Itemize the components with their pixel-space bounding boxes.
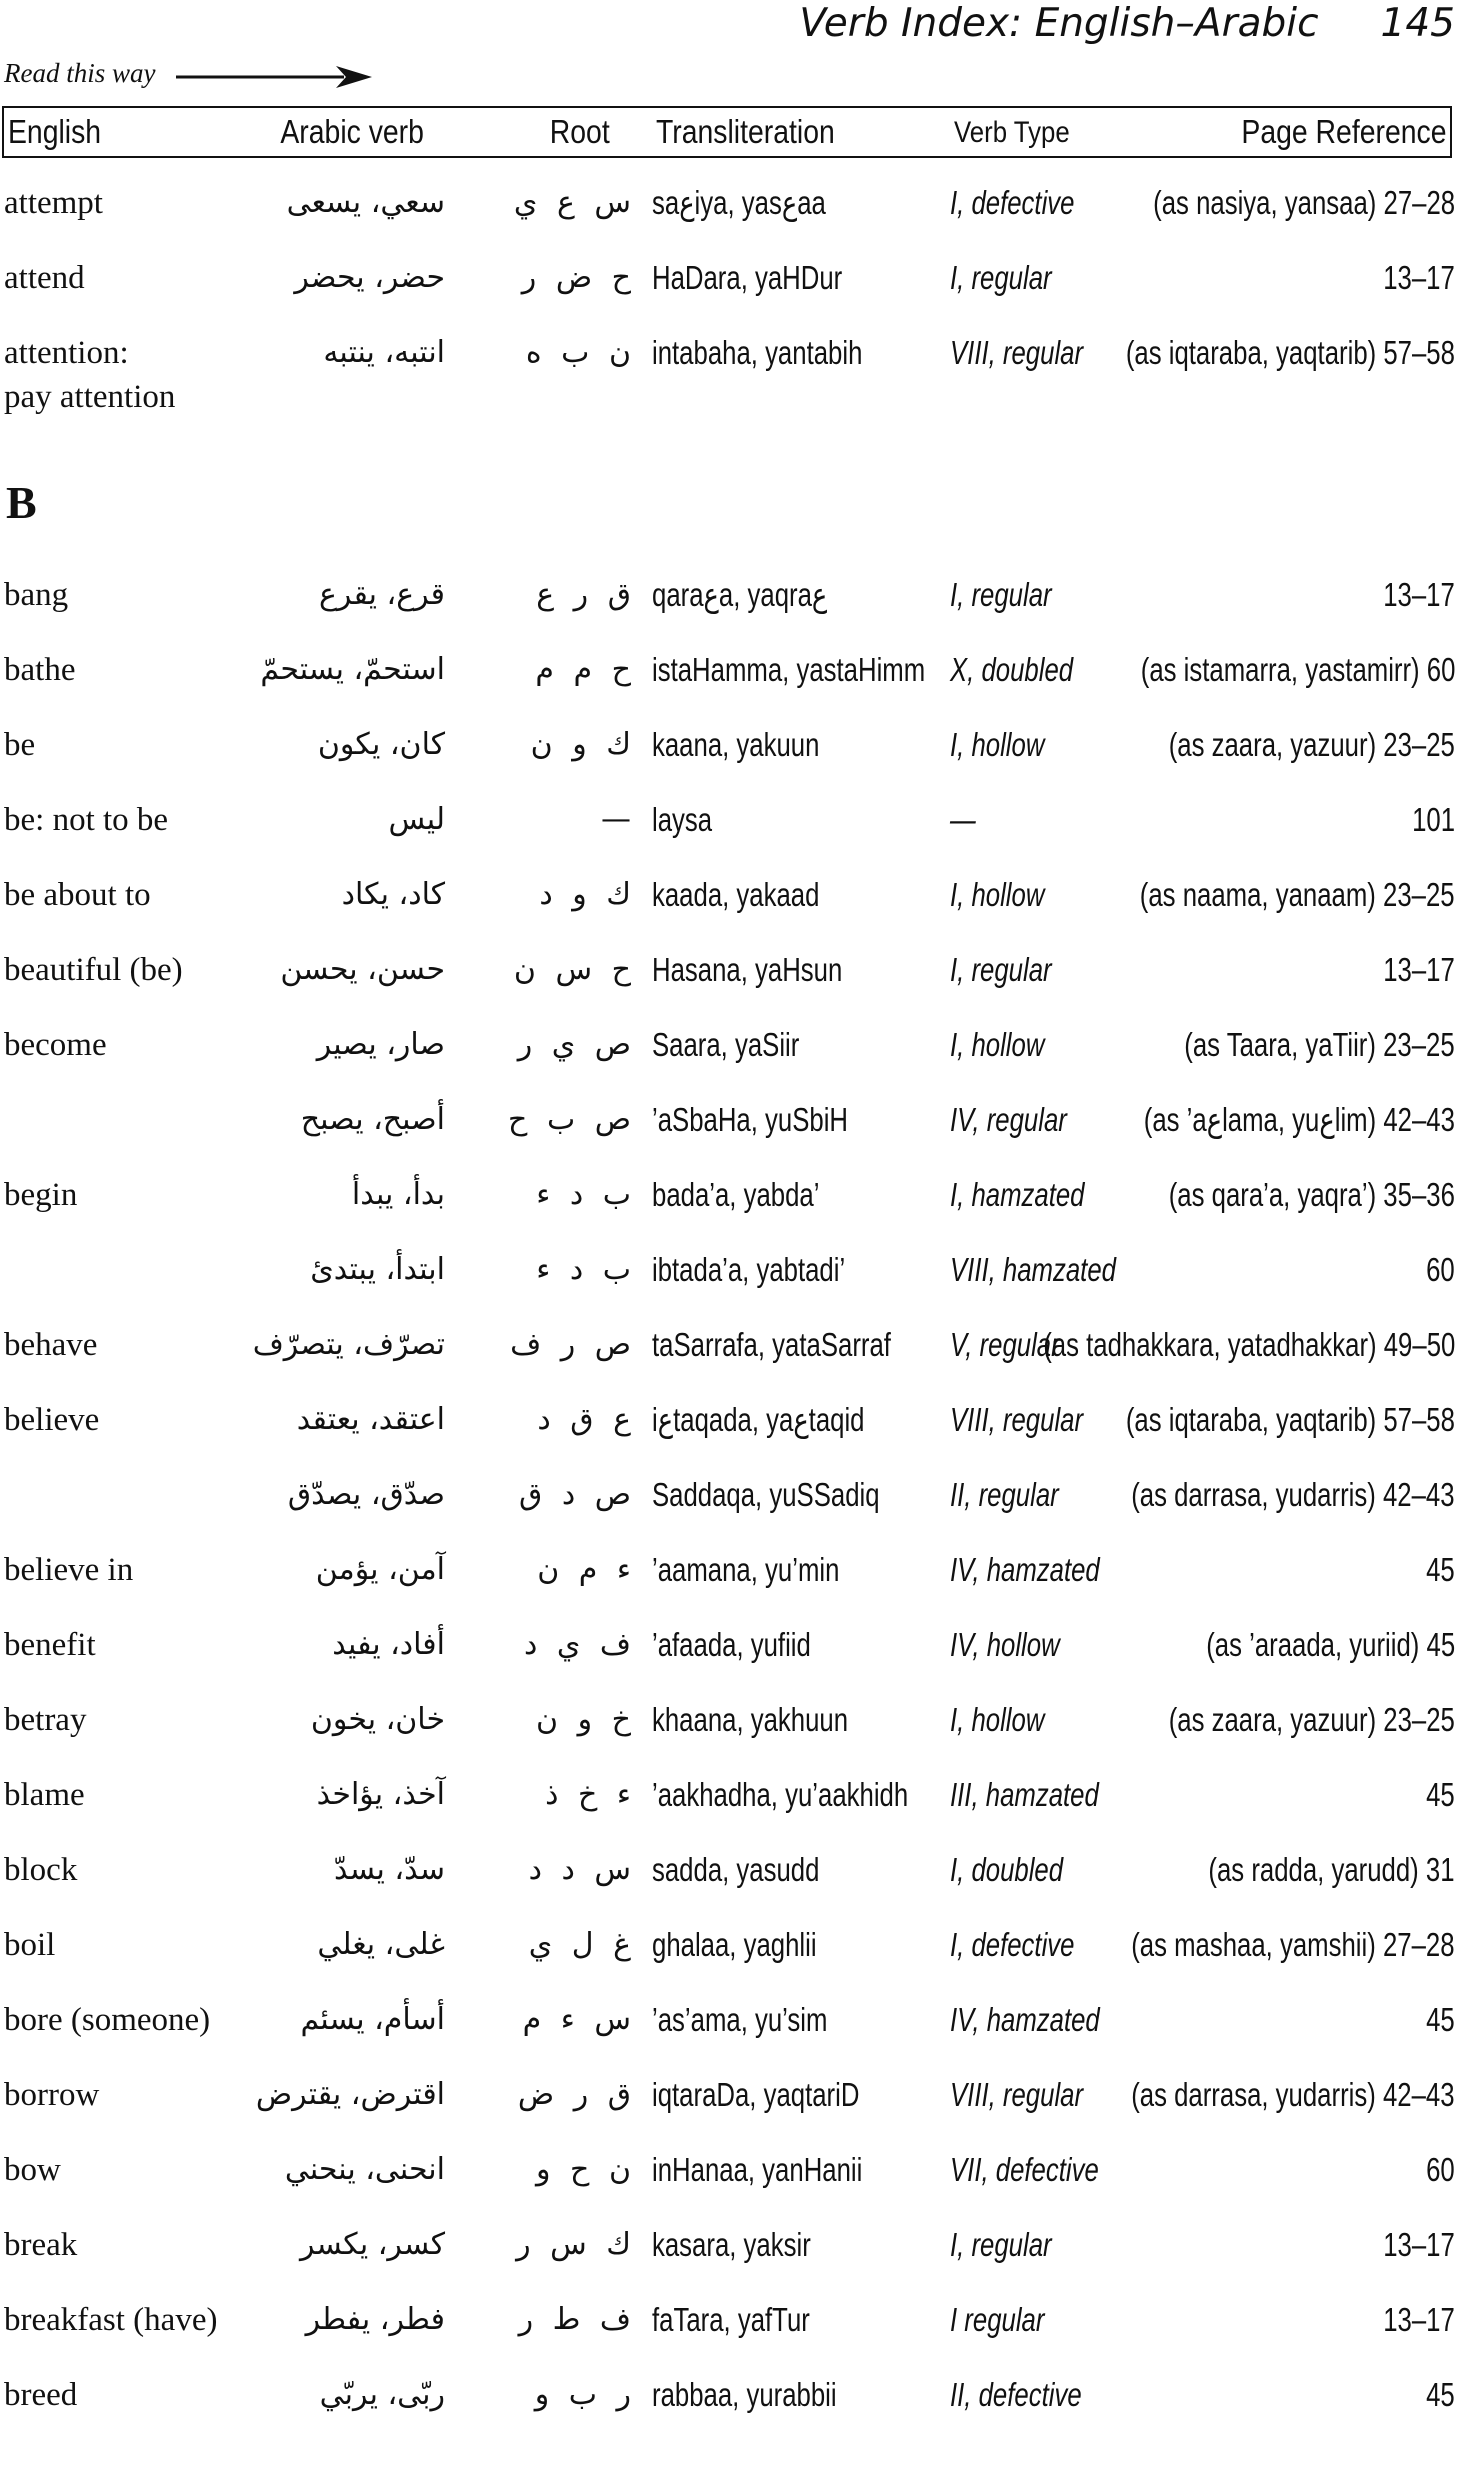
verb-root: ص ب ح <box>508 1102 631 1137</box>
page-reference: 13–17 <box>1383 2226 1455 2263</box>
verb-type: VIII, hamzated <box>950 1251 1116 1288</box>
english-term-continued: pay attention <box>4 379 176 415</box>
verb-type: V, regular <box>950 1326 1060 1363</box>
verb-type: I, regular <box>950 576 1052 613</box>
english-term: block <box>4 1852 78 1888</box>
arabic-verb: تصرّف، يتصرّف <box>252 1327 445 1362</box>
english-term: bathe <box>4 652 76 688</box>
verb-root: ح س ن <box>513 952 631 987</box>
transliteration: istaHamma, yastaHimm <box>652 651 926 688</box>
english-term: benefit <box>4 1627 96 1663</box>
verb-root: — <box>601 802 631 837</box>
verb-type: III, hamzated <box>950 1776 1099 1813</box>
index-row <box>0 2297 1469 2353</box>
transliteration: rabbaa, yurabbii <box>652 2376 837 2413</box>
verb-root: ق ر ع <box>536 577 631 612</box>
transliteration: iعtaqada, yaعtaqid <box>652 1401 865 1438</box>
header-root: Root <box>550 113 610 150</box>
arabic-verb: انحنى، ينحني <box>284 2152 445 2187</box>
transliteration: HaDara, yaHDur <box>652 259 843 296</box>
page-reference: (as mashaa, yamshii) 27–28 <box>1131 1926 1455 1963</box>
page-reference: 60 <box>1426 1251 1455 1288</box>
index-row <box>0 1247 1469 1303</box>
english-term: break <box>4 2227 78 2263</box>
index-row <box>0 1922 1469 1978</box>
english-term: bang <box>4 577 69 613</box>
transliteration: khaana, yakhuun <box>652 1701 849 1738</box>
english-term: attempt <box>4 185 103 221</box>
transliteration: Hasana, yaHsun <box>652 951 843 988</box>
page-reference: (as ’araada, yuriid) 45 <box>1206 1626 1455 1663</box>
verb-type: II, defective <box>950 2376 1082 2413</box>
transliteration: ’aakhadha, yu’aakhidh <box>652 1776 909 1813</box>
english-term: breakfast (have) <box>4 2302 218 2338</box>
transliteration: qaraعa, yaqraع <box>652 576 828 613</box>
verb-root: ء م ن <box>537 1552 631 1587</box>
verb-type: I, hamzated <box>950 1176 1085 1213</box>
transliteration: ibtada’a, yabtadi’ <box>652 1251 846 1288</box>
running-head <box>799 0 1455 48</box>
english-term: become <box>4 1027 107 1063</box>
verb-type: — <box>950 801 976 838</box>
page-reference: 45 <box>1426 2001 1455 2038</box>
arabic-verb: حسن، يحسن <box>280 952 445 987</box>
page-reference: 101 <box>1412 801 1455 838</box>
index-row <box>0 1172 1469 1228</box>
transliteration: ghalaa, yaghlii <box>652 1926 817 1963</box>
verb-type: VIII, regular <box>950 1401 1084 1438</box>
verb-root: ص ر ف <box>510 1327 631 1362</box>
verb-root: ك و ن <box>530 727 631 762</box>
page-reference: (as darrasa, yudarris) 42–43 <box>1131 1476 1455 1513</box>
transliteration: kaada, yakaad <box>652 876 820 913</box>
english-term: begin <box>4 1177 78 1213</box>
index-row <box>0 2072 1469 2128</box>
arabic-verb: كسر، يكسر <box>299 2227 445 2262</box>
arabic-verb: فطر، يفطر <box>305 2302 445 2337</box>
verb-type: I, defective <box>950 184 1075 221</box>
page-reference: 45 <box>1426 1551 1455 1588</box>
arabic-verb: سعي، يسعى <box>286 185 445 220</box>
page-reference: (as naama, yanaam) 23–25 <box>1140 876 1455 913</box>
verb-type: I, hollow <box>950 1026 1045 1063</box>
index-row <box>0 180 1469 236</box>
header-english: English <box>8 113 102 150</box>
arabic-verb: آمن، يؤمن <box>315 1552 445 1587</box>
verb-root: ن ح و <box>536 2152 631 2187</box>
page-reference: (as tadhakkara, yatadhakkar) 49–50 <box>1042 1326 1455 1363</box>
arabic-verb: ليس <box>388 802 445 837</box>
english-term: be about to <box>4 877 151 913</box>
index-row <box>0 1547 1469 1603</box>
index-row <box>0 2372 1469 2428</box>
header-verb-type: Verb Type <box>954 116 1070 149</box>
page-reference: (as nasiya, yansaa) 27–28 <box>1153 184 1455 221</box>
arabic-verb: انتبه، ينتبه <box>323 335 445 370</box>
english-term: believe in <box>4 1552 134 1588</box>
index-row <box>0 872 1469 928</box>
arabic-verb: أفاد، يفيد <box>332 1627 445 1662</box>
page-reference: 13–17 <box>1383 951 1455 988</box>
verb-type: VIII, regular <box>950 2076 1084 2113</box>
english-term: behave <box>4 1327 98 1363</box>
verb-type: IV, hamzated <box>950 2001 1100 2038</box>
page-reference: (as darrasa, yudarris) 42–43 <box>1131 2076 1455 2113</box>
verb-type: II, regular <box>950 1476 1059 1513</box>
verb-root: س ء م <box>522 2002 631 2037</box>
index-row <box>0 330 1469 430</box>
english-term: boil <box>4 1927 56 1963</box>
transliteration: ’as’ama, yu’sim <box>652 2001 828 2038</box>
verb-type: X, doubled <box>950 651 1074 688</box>
verb-type: I, defective <box>950 1926 1075 1963</box>
verb-root: ب د ء <box>536 1252 631 1287</box>
header-page-reference: Page Reference <box>1240 113 1446 150</box>
verb-root: ح ض ر <box>521 260 631 295</box>
arabic-verb: كاد، يكاد <box>341 877 445 912</box>
verb-root: ق ر ض <box>517 2077 631 2112</box>
verb-type: I regular <box>950 2301 1045 2338</box>
english-term: be <box>4 727 36 763</box>
verb-type: VII, defective <box>950 2151 1099 2188</box>
transliteration: laysa <box>652 801 713 838</box>
verb-type: I, regular <box>950 951 1052 988</box>
verb-root: ء خ ذ <box>545 1777 631 1812</box>
english-term: breed <box>4 2377 78 2413</box>
arabic-verb: كان، يكون <box>317 727 445 762</box>
arabic-verb: آخذ، يؤاخذ <box>316 1777 445 1812</box>
english-term: bow <box>4 2152 61 2188</box>
arabic-verb: اعتقد، يعتقد <box>296 1402 445 1437</box>
verb-type: I, regular <box>950 2226 1052 2263</box>
transliteration: taSarrafa, yataSarraf <box>652 1326 891 1363</box>
page-reference: 45 <box>1426 2376 1455 2413</box>
page-number: 145 <box>1380 1 1455 46</box>
index-row <box>0 1997 1469 2053</box>
read-direction-note: Read this way <box>4 58 156 88</box>
arabic-verb: خان، يخون <box>310 1702 445 1737</box>
section-letter-b: B <box>6 477 37 528</box>
transliteration: sadda, yasudd <box>652 1851 820 1888</box>
page-reference: (as iqtaraba, yaqtarib) 57–58 <box>1125 334 1455 371</box>
verb-root: غ ل ي <box>528 1927 631 1962</box>
page-reference: (as zaara, yazuur) 23–25 <box>1168 1701 1455 1738</box>
verb-root: س د د <box>528 1852 631 1887</box>
verb-root: ع ق د <box>537 1402 631 1437</box>
index-row <box>0 647 1469 703</box>
header-transliteration: Transliteration <box>656 113 835 150</box>
page-reference: (as zaara, yazuur) 23–25 <box>1168 726 1455 763</box>
arabic-verb: سدّ، يسدّ <box>334 1852 445 1887</box>
transliteration: kasara, yaksir <box>652 2226 811 2263</box>
arabic-verb: قرع، يقرع <box>319 577 445 612</box>
transliteration: Saara, yaSiir <box>652 1026 800 1063</box>
arabic-verb: اقترض، يقترض <box>255 2077 445 2112</box>
verb-type: I, doubled <box>950 1851 1064 1888</box>
index-row <box>0 947 1469 1003</box>
arabic-verb: صدّق، يصدّق <box>287 1477 445 1512</box>
english-term: betray <box>4 1702 87 1738</box>
verb-type: I, regular <box>950 259 1052 296</box>
arabic-verb: ابتدأ، يبتدئ <box>310 1252 445 1287</box>
english-term: believe <box>4 1402 100 1438</box>
verb-type: I, hollow <box>950 1701 1045 1738</box>
english-term: beautiful (be) <box>4 952 183 988</box>
arabic-verb: أصبح، يصبح <box>300 1102 445 1137</box>
page-reference: (as ’aعlama, yuعlim) 42–43 <box>1143 1101 1455 1138</box>
transliteration: faTara, yafTur <box>652 2301 810 2338</box>
index-row <box>0 1022 1469 1078</box>
index-row <box>0 255 1469 311</box>
verb-root: س ع ي <box>513 185 631 220</box>
page-reference: 13–17 <box>1383 576 1455 613</box>
arabic-verb: غلى، يغلي <box>317 1927 445 1962</box>
arabic-verb: أسأم، يسئم <box>300 2002 445 2037</box>
arabic-verb: صار، يصير <box>316 1027 445 1062</box>
transliteration: ’aamana, yu’min <box>652 1551 840 1588</box>
verb-root: ف ط ر <box>518 2302 631 2337</box>
index-row <box>0 722 1469 778</box>
english-term: borrow <box>4 2077 100 2113</box>
verb-root: ص د ق <box>519 1477 631 1512</box>
verb-root: ف ي د <box>523 1627 631 1662</box>
verb-type: I, hollow <box>950 726 1045 763</box>
transliteration: inHanaa, yanHanii <box>652 2151 863 2188</box>
verb-root: ن ب ه <box>525 335 631 370</box>
verb-root: ك و د <box>539 877 631 912</box>
page-reference: (as iqtaraba, yaqtarib) 57–58 <box>1125 1401 1455 1438</box>
transliteration: intabaha, yantabih <box>652 334 863 371</box>
header-arabic-verb: Arabic verb <box>280 113 424 150</box>
index-row <box>0 1322 1469 1378</box>
verb-root: ح م م <box>535 652 631 687</box>
transliteration: saعiya, yasعaa <box>652 184 826 221</box>
verb-type: IV, regular <box>950 1101 1067 1138</box>
index-row <box>0 1847 1469 1903</box>
arabic-verb: استحمّ، يستحمّ <box>260 652 445 687</box>
transliteration: ’afaada, yufiid <box>652 1626 811 1663</box>
verb-type: IV, hamzated <box>950 1551 1100 1588</box>
index-row <box>0 2147 1469 2203</box>
column-header-row <box>2 106 1452 158</box>
english-term: attention: <box>4 335 129 371</box>
arabic-verb: ربّى، يربّي <box>319 2377 445 2412</box>
page-reference: (as radda, yarudd) 31 <box>1208 1851 1455 1888</box>
index-row <box>0 1397 1469 1453</box>
english-term: be: not to be <box>4 802 169 838</box>
index-row <box>0 1472 1469 1528</box>
index-row <box>0 797 1469 853</box>
index-row <box>0 572 1469 628</box>
verb-type: I, hollow <box>950 876 1045 913</box>
page-reference: 13–17 <box>1383 2301 1455 2338</box>
page-reference: (as istamarra, yastamirr) 60 <box>1140 651 1455 688</box>
right-arrow-icon <box>176 64 372 90</box>
page-reference: (as Taara, yaTiir) 23–25 <box>1184 1026 1455 1063</box>
page-reference: 60 <box>1426 2151 1455 2188</box>
english-term: attend <box>4 260 85 296</box>
running-head-title: Verb Index: English–Arabic <box>799 1 1319 46</box>
verb-type: IV, hollow <box>950 1626 1060 1663</box>
transliteration: Saddaqa, yuSSadiq <box>652 1476 880 1513</box>
english-term: blame <box>4 1777 85 1813</box>
arabic-verb: حضر، يحضر <box>294 260 445 295</box>
verb-root: ك س ر <box>516 2227 631 2262</box>
transliteration: kaana, yakuun <box>652 726 820 763</box>
transliteration: ’aSbaHa, yuSbiH <box>652 1101 849 1138</box>
index-row <box>0 1772 1469 1828</box>
transliteration: bada’a, yabda’ <box>652 1176 820 1213</box>
transliteration: iqtaraDa, yaqtariD <box>652 2076 860 2113</box>
verb-root: خ و ن <box>536 1702 631 1737</box>
page-reference: 45 <box>1426 1776 1455 1813</box>
index-row <box>0 1622 1469 1678</box>
verb-root: ر ب و <box>534 2377 631 2412</box>
verb-type: VIII, regular <box>950 334 1084 371</box>
verb-root: ص ي ر <box>517 1027 631 1062</box>
english-term: bore (someone) <box>4 2002 211 2038</box>
page-reference: (as qara’a, yaqra’) 35–36 <box>1168 1176 1455 1213</box>
index-row <box>0 1697 1469 1753</box>
arabic-verb: بدأ، يبدأ <box>351 1177 445 1212</box>
verb-root: ب د ء <box>536 1177 631 1212</box>
index-row <box>0 2222 1469 2278</box>
index-row <box>0 1097 1469 1153</box>
page-reference: 13–17 <box>1383 259 1455 296</box>
